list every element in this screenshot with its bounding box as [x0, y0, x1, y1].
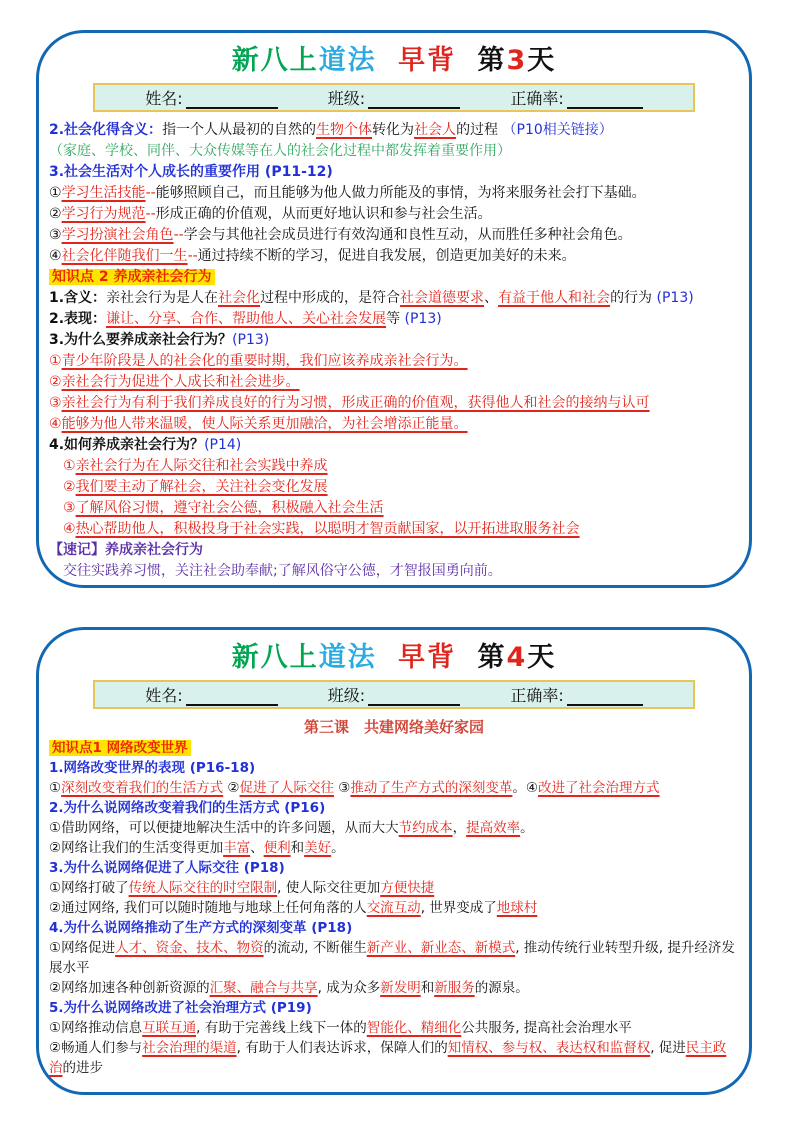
content-line	[49, 878, 739, 898]
content-line	[49, 351, 739, 372]
text-segment: (P14)	[204, 437, 242, 453]
name-label: 姓名:	[145, 686, 183, 705]
text-segment: 传统人际交往的时空限制	[128, 880, 278, 896]
text-segment: , 促进	[650, 1040, 686, 1056]
text-segment: ①	[49, 185, 62, 201]
text-segment: 汇聚、融合与共享	[209, 980, 318, 996]
text-segment: 推动了生产方式的深刻变革	[350, 780, 513, 796]
text-segment: 社会化	[218, 290, 261, 306]
text-segment: 美好	[304, 840, 332, 856]
mnemonic-title	[49, 540, 739, 561]
text-segment: 谦让、分享、合作、帮助他人、关心社会发展	[106, 311, 387, 327]
content-line	[49, 778, 739, 798]
text-segment: 4.为什么说网络推动了生产方式的深刻变革 (P18)	[49, 920, 353, 936]
text-segment: ③	[63, 500, 76, 516]
text-segment: 提高效率	[466, 820, 521, 836]
content-line	[49, 998, 739, 1018]
text-segment: 知情权、参与权、表达权和监督权	[447, 1040, 651, 1056]
content-line	[49, 1038, 739, 1078]
text-segment: 学习行为规范	[61, 206, 146, 222]
text-segment: 的进步	[62, 1060, 103, 1076]
name-field	[145, 86, 277, 109]
text-segment: ①	[63, 458, 76, 474]
knowledge-point-highlight	[49, 267, 739, 288]
content-line	[49, 818, 739, 838]
text-segment: 【速记】养成亲社会行为	[49, 542, 203, 558]
text-segment: 学习生活技能	[61, 185, 146, 201]
text-segment: 和	[420, 980, 435, 996]
text-segment: , 有助于完善线上线下一体的	[196, 1020, 367, 1036]
text-segment: 节约成本	[398, 820, 453, 836]
card-content	[47, 118, 741, 582]
card-title	[47, 642, 741, 674]
text-segment: 改进了社会治理方式	[538, 780, 660, 796]
text-segment: 。④	[512, 780, 539, 796]
title-activity: 早背	[398, 45, 457, 76]
class-label: 班级:	[327, 686, 366, 705]
text-segment: 社会人	[414, 122, 457, 138]
text-segment: , 使人际交往更加	[277, 880, 381, 896]
text-segment: 3.为什么说网络促进了人际交往 (P18)	[49, 860, 285, 876]
text-segment: 社会道德要求	[400, 290, 485, 306]
mnemonic-text	[49, 561, 739, 582]
text-segment: 能够照顾自己，而且能够为他人做力所能及的事情，为将来服务社会打下基础。	[155, 185, 646, 201]
class-blank	[368, 689, 460, 706]
text-segment: 地球村	[496, 900, 538, 916]
text-segment: 学会与其他社会成员进行有效沟通和良性互动，从而胜任多种社会角色。	[183, 227, 632, 243]
title-day-number: 4	[506, 642, 528, 673]
text-segment: 1.网络改变世界的表现 (P16-18)	[49, 760, 256, 776]
content-line	[49, 519, 739, 540]
text-segment: 4.如何养成亲社会行为？	[49, 437, 205, 453]
title-activity: 早背	[398, 642, 457, 673]
text-segment: ，	[452, 820, 467, 836]
text-segment: ④	[49, 416, 62, 432]
text-segment: ①网络打破了	[49, 880, 129, 896]
text-segment: ①网络推动信息	[49, 1020, 143, 1036]
text-segment: 和	[290, 840, 305, 856]
text-segment: 深刻改变着我们的生活方式	[61, 780, 224, 796]
content-line	[49, 758, 739, 778]
accuracy-blank	[567, 689, 643, 706]
text-segment: 转化为	[372, 122, 415, 138]
text-segment: 新产业、新业态、新模式	[366, 940, 516, 956]
content-line	[49, 393, 739, 414]
text-segment: , 世界变成了	[420, 900, 497, 916]
text-segment: 5.为什么说网络改进了社会治理方式 (P19)	[49, 1000, 312, 1016]
content-line	[49, 858, 739, 878]
day-3-card	[36, 30, 752, 588]
text-segment: 交往实践养习惯，关注社会助奉献;了解风俗守公德，才智报国勇向前。	[63, 563, 502, 579]
title-day-number: 3	[506, 45, 528, 76]
text-segment: , 有助于人们表达诉求，保障人们的	[236, 1040, 448, 1056]
text-segment: 2.表现：	[49, 311, 107, 327]
text-segment: 过程中形成的，是符合	[260, 290, 401, 306]
text-segment: 有益于他人和社会	[498, 290, 611, 306]
text-segment: ①	[49, 780, 62, 796]
text-segment: 方便快捷	[380, 880, 435, 896]
title-grade: 新八上	[231, 642, 319, 673]
text-segment: 热心帮助他人，积极投身于社会实践，以聪明才智贡献国家，以开拓进取服务社会	[75, 521, 580, 537]
accuracy-blank	[567, 92, 643, 109]
text-segment: --	[187, 248, 198, 264]
content-line	[49, 414, 739, 435]
day-4-card	[36, 627, 752, 1095]
content-line	[49, 141, 739, 162]
name-field	[145, 683, 277, 706]
text-segment: 、	[250, 840, 264, 856]
text-segment: 了解风俗习惯，遵守社会公德，积极融入社会生活	[75, 500, 384, 516]
card-title	[47, 45, 741, 77]
text-segment: 知识点1 网络改变世界	[49, 740, 191, 756]
content-line	[49, 204, 739, 225]
title-day-prefix: 第	[477, 642, 507, 673]
text-segment: ④	[49, 248, 62, 264]
text-segment: (P13)	[404, 311, 442, 327]
content-line	[49, 372, 739, 393]
text-segment: ③	[49, 395, 62, 411]
text-segment: 便利	[263, 840, 291, 856]
info-bar	[93, 680, 695, 709]
text-segment: 新服务	[434, 980, 475, 996]
content-line	[49, 183, 739, 204]
content-line	[49, 288, 739, 309]
text-segment: 亲社会行为促进个人成长和社会进步。	[61, 374, 300, 390]
text-segment: 交流互动	[366, 900, 421, 916]
content-line	[49, 456, 739, 477]
content-line	[49, 225, 739, 246]
text-segment: 互联互通	[142, 1020, 197, 1036]
content-line	[49, 498, 739, 519]
class-field	[328, 86, 460, 109]
text-segment: , 推动传统行业转型升级, 提升经济发展水平	[49, 940, 735, 976]
text-segment: 指一个人从最初的自然的	[162, 122, 317, 138]
text-segment: 。	[520, 820, 534, 836]
accuracy-field	[510, 683, 642, 706]
text-segment: 的源泉。	[474, 980, 529, 996]
text-segment: 社会化伴随我们一生	[61, 248, 188, 264]
text-segment: ②网络加速各种创新资源的	[49, 980, 210, 996]
text-segment: 能够为他人带来温暖，使人际关系更加融洽，为社会增添正能量。	[61, 416, 468, 432]
content-line	[49, 435, 739, 456]
name-blank	[186, 92, 278, 109]
text-segment: 2.为什么说网络改变着我们的生活方式 (P16)	[49, 800, 326, 816]
text-segment: 社会治理的渠道	[142, 1040, 237, 1056]
title-subject: 道法	[318, 642, 377, 673]
text-segment: ①借助网络，可以便捷地解决生活中的许多问题，从而大大	[49, 820, 399, 836]
content-line	[49, 978, 739, 998]
text-segment: ②畅通人们参与	[49, 1040, 143, 1056]
text-segment: 1.含义：	[49, 290, 107, 306]
content-line	[49, 309, 739, 330]
name-blank	[186, 689, 278, 706]
lesson-title	[49, 717, 739, 738]
text-segment: 学习扮演社会角色	[61, 227, 174, 243]
content-line	[49, 246, 739, 267]
text-segment: , 成为众多	[317, 980, 381, 996]
text-segment: ③	[49, 227, 62, 243]
accuracy-label: 正确率:	[510, 89, 564, 108]
text-segment: ②	[49, 374, 62, 390]
text-segment: ④	[63, 521, 76, 537]
text-segment: ①	[49, 353, 62, 369]
text-segment: ②网络让我们的生活变得更加	[49, 840, 224, 856]
text-segment: (P13)	[656, 290, 694, 306]
text-segment: 青少年阶段是人的社会化的重要时期，我们应该养成亲社会行为。	[61, 353, 468, 369]
class-field	[328, 683, 460, 706]
title-grade: 新八上	[231, 45, 319, 76]
content-line	[49, 330, 739, 351]
content-line	[49, 798, 739, 818]
text-segment: ②	[223, 780, 240, 796]
text-segment: 丰富	[223, 840, 251, 856]
text-segment: --	[145, 185, 156, 201]
content-line	[49, 838, 739, 858]
text-segment: --	[145, 206, 156, 222]
text-segment: --	[173, 227, 184, 243]
content-line	[49, 477, 739, 498]
content-line	[49, 162, 739, 183]
content-line	[49, 938, 739, 978]
text-segment: 生物个体	[316, 122, 373, 138]
text-segment: 亲社会行为有利于我们养成良好的行为习惯，形成正确的价值观，获得他人和社会的接纳与认可	[61, 395, 650, 411]
text-segment: 的流动, 不断催生	[263, 940, 367, 956]
content-line	[49, 1018, 739, 1038]
text-segment: 我们要主动了解社会，关注社会变化发展	[75, 479, 328, 495]
text-segment: 等	[386, 311, 405, 327]
title-day-prefix: 第	[477, 45, 507, 76]
text-segment: ②	[49, 206, 62, 222]
text-segment: 的行为	[610, 290, 657, 306]
text-segment: ①网络促进	[49, 940, 116, 956]
text-segment: (P13)	[232, 332, 270, 348]
knowledge-point-highlight	[49, 738, 739, 758]
text-segment: ②通过网络, 我们可以随时随地与地球上任何角落的人	[49, 900, 367, 916]
text-segment: 的过程	[456, 122, 503, 138]
text-segment: 3.社会生活对个人成长的重要作用 (P11-12)	[49, 164, 333, 180]
accuracy-label: 正确率:	[510, 686, 564, 705]
class-label: 班级:	[327, 89, 366, 108]
text-segment: 形成正确的价值观，从而更好地认识和参与社会生活。	[155, 206, 492, 222]
text-segment: 第三课 共建网络美好家园	[303, 718, 484, 736]
text-segment: ③	[334, 780, 351, 796]
text-segment: 促进了人际交往	[239, 780, 335, 796]
text-segment: 人才、资金、技术、物资	[115, 940, 264, 956]
text-segment: ②	[63, 479, 76, 495]
name-label: 姓名:	[145, 89, 183, 108]
text-segment: 通过持续不断的学习，促进自我发展，创造更加美好的未来。	[197, 248, 576, 264]
text-segment: 、	[484, 290, 499, 306]
card-content	[47, 715, 741, 1078]
text-segment: 亲社会行为在人际交往和社会实践中养成	[75, 458, 328, 474]
content-line	[49, 898, 739, 918]
info-bar	[93, 83, 695, 112]
text-segment: 智能化、精细化	[366, 1020, 462, 1036]
text-segment: （P10相关链接）	[502, 122, 613, 138]
text-segment: 3.为什么要养成亲社会行为？	[49, 332, 233, 348]
text-segment: 亲社会行为是人在	[106, 290, 219, 306]
title-day-suffix: 天	[527, 45, 557, 76]
text-segment: 公共服务, 提高社会治理水平	[461, 1020, 632, 1036]
title-subject: 道法	[318, 45, 377, 76]
text-segment: 民主政治	[49, 1040, 727, 1076]
text-segment: 知识点 2 养成亲社会行为	[49, 269, 215, 285]
text-segment: （家庭、学校、同伴、大众传媒等在人的社会化过程中都发挥着重要作用）	[49, 143, 511, 159]
content-line	[49, 120, 739, 141]
class-blank	[368, 92, 460, 109]
content-line	[49, 918, 739, 938]
text-segment: 2.社会化得含义：	[49, 122, 163, 138]
text-segment: 新发明	[380, 980, 421, 996]
title-day-suffix: 天	[527, 642, 557, 673]
accuracy-field	[510, 86, 642, 109]
text-segment: 。	[331, 840, 345, 856]
